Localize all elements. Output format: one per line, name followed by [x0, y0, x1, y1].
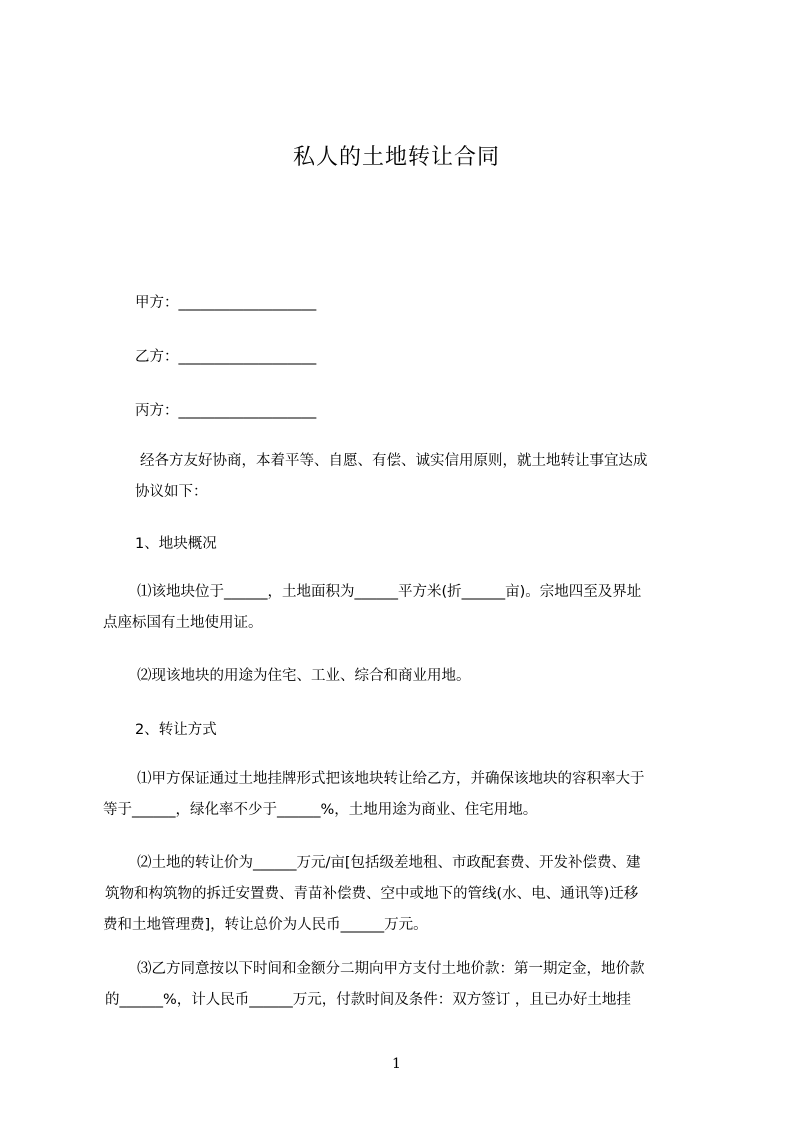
- section2-item3-line1: ⑶乙方同意按以下时间和金额分二期向甲方支付土地价款：第一期定金，地价款: [137, 961, 645, 977]
- page-number: 1: [392, 1056, 401, 1072]
- section1-heading: 1、地块概况: [135, 536, 217, 552]
- section2-item2-line1: ⑵土地的转让价为______万元/亩[包括级差地租、市政配套费、开发补偿费、建: [137, 855, 641, 871]
- section2-item3: [105, 954, 717, 1016]
- document-title: 私人的土地转让合同: [292, 145, 500, 170]
- section2-item1-line1: ⑴甲方保证通过土地挂牌形式把该地块转让给乙方，并确保该地块的容积率大于: [137, 771, 645, 787]
- intro-line-1: 经各方友好协商，本着平等、自愿、有偿、诚实信用原则，就土地转让事宜达成: [140, 453, 648, 469]
- party-b-line: 乙方：___________________: [135, 349, 317, 365]
- party-c-line: 丙方：___________________: [135, 403, 317, 419]
- party-a-line: 甲方：___________________: [135, 295, 317, 311]
- section2-heading: 2、转让方式: [135, 722, 217, 738]
- section2-item1: [103, 764, 717, 826]
- section2-item2: [103, 848, 717, 941]
- section2-item2-line3: 费和土地管理费]，转让总价为人民币______万元。: [103, 917, 428, 933]
- section1-item1: [103, 577, 717, 639]
- section1-item2: ⑵现该地块的用途为住宅、工业、综合和商业用地。: [137, 668, 471, 684]
- section2-item2-line2: 筑物和构筑物的拆迁安置费、青苗补偿费、空中或地下的管线(水、电、通讯等)迁移: [105, 886, 639, 902]
- section1-item1-line1: ⑴该地块位于______，土地面积为______平方米(折______亩)。宗地四至及界址: [137, 584, 642, 600]
- intro-line-2: 协议如下：: [135, 484, 208, 500]
- section1-item1-line2: 点座标国有土地使用证。: [103, 615, 263, 631]
- intro-paragraph: [135, 446, 720, 508]
- section2-item3-line2: 的______%，计人民币______万元，付款时间及条件：双方签订 ，且已办好土地挂: [105, 992, 631, 1008]
- section2-item1-line2: 等于______，绿化率不少于______%，土地用途为商业、住宅用地。: [103, 802, 538, 818]
